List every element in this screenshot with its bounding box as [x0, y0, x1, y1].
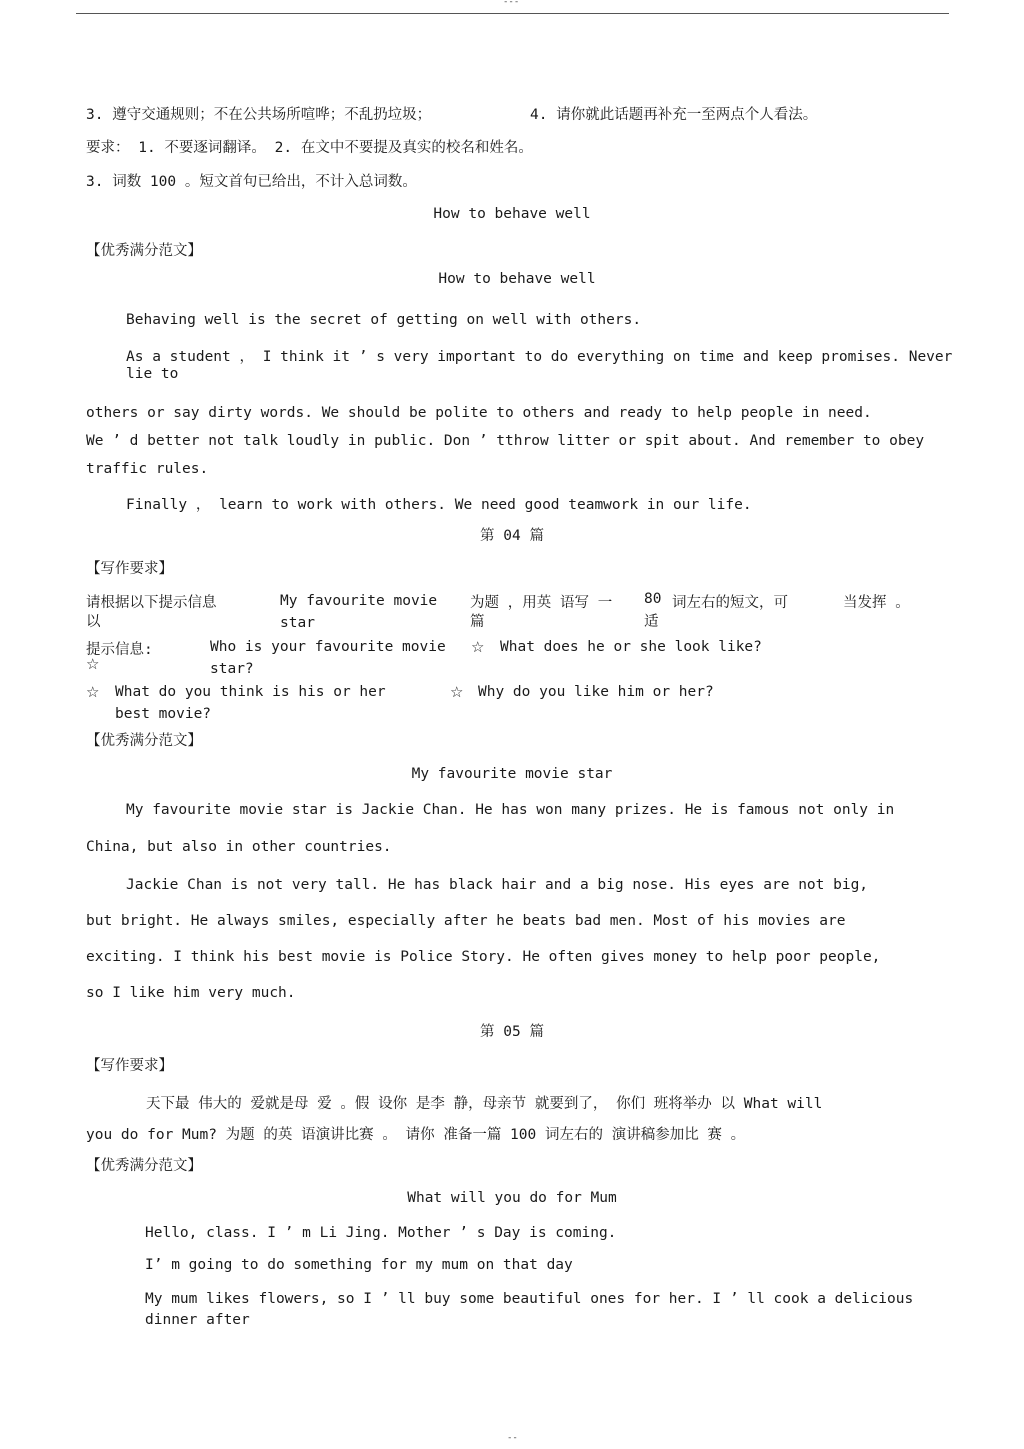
requirements-line: 要求： 1. 不要逐词翻译。 2. 在文中不要提及真实的校名和姓名。 [86, 140, 533, 156]
model-essay-label: 【优秀满分范文】 [86, 1158, 202, 1174]
hint-question: What does he or she look like? [500, 639, 762, 655]
star-icon: ☆ [450, 683, 464, 701]
requirement-line-4: 4. 请你就此话题再补充一至两点个人看法。 [530, 107, 818, 123]
model-essay-label: 【优秀满分范文】 [86, 733, 202, 749]
star-icon: ☆ [471, 638, 485, 656]
writing-requirement-label: 【写作要求】 [86, 1058, 173, 1074]
essay-paragraph: lie to [126, 366, 179, 382]
model-essay-title: How to behave well [438, 271, 596, 287]
star-icon: ☆ [86, 655, 100, 673]
word-count-line: 3. 词数 100 。短文首句已给出，不计入总词数。 [86, 174, 417, 190]
requirement-text: 词左右的短文，可 [672, 595, 788, 611]
essay-paragraph: My mum likes flowers, so I ’ ll buy some beautiful ones for her. I ’ ll cook a delicious [145, 1291, 914, 1307]
header-rule [76, 13, 949, 14]
essay-paragraph: As a student ， I think it ’ s very important to do everything on time and keep promises. Never [126, 349, 953, 365]
requirement-text: 天下最 伟大的 爱就是母 爱 。假 设你 是李 静，母亲节 就要到了， 你们 班将举办 以 What will [146, 1096, 823, 1112]
essay-paragraph: dinner after [145, 1312, 250, 1328]
section-heading: 第 04 篇 [480, 528, 544, 544]
model-essay-title: What will you do for Mum [407, 1190, 617, 1206]
header-mark: --- [503, 0, 520, 7]
essay-paragraph: Finally ， learn to work with others. We need good teamwork in our life. [126, 497, 752, 513]
essay-paragraph: exciting. I think his best movie is Police Story. He often gives money to help poor people, [86, 949, 881, 965]
essay-paragraph: China, but also in other countries. [86, 839, 392, 855]
requirement-text: 当发挥 。 [843, 595, 910, 611]
requirement-text: you do for Mum? 为题 的英 语演讲比赛 。 请你 准备一篇 100 词左右的 演讲稿参加比 赛 。 [86, 1127, 746, 1143]
essay-paragraph: others or say dirty words. We should be polite to others and ready to help people in need. [86, 405, 872, 421]
essay-paragraph: Jackie Chan is not very tall. He has black hair and a big nose. His eyes are not big, [126, 877, 869, 893]
requirement-text: 适 [644, 614, 659, 630]
essay-paragraph: so I like him very much. [86, 985, 296, 1001]
requirement-text: 以 [86, 614, 101, 630]
section-heading: 第 05 篇 [480, 1024, 544, 1040]
hint-question: Who is your favourite movie [210, 639, 446, 655]
requirement-text: 80 [644, 591, 662, 607]
star-icon: ☆ [86, 683, 100, 701]
hint-question: star? [210, 661, 254, 677]
writing-requirement-label: 【写作要求】 [86, 561, 173, 577]
essay-paragraph: traffic rules. [86, 461, 209, 477]
model-essay-label: 【优秀满分范文】 [86, 243, 202, 259]
model-essay-title: My favourite movie star [411, 766, 613, 782]
requirement-line-3: 3. 遵守交通规则；不在公共场所喧哗；不乱扔垃圾； [86, 107, 432, 123]
requirement-text: 篇 [470, 614, 485, 630]
hint-question: What do you think is his or her [115, 684, 386, 700]
requirement-text: 为题 ，用英 语写 一 [470, 595, 613, 611]
essay-paragraph: I’ m going to do something for my mum on that day [145, 1257, 573, 1273]
essay-title-prompt: How to behave well [433, 206, 591, 222]
hint-label: 提示信息: [86, 642, 153, 658]
essay-paragraph: We ’ d better not talk loudly in public. Don ’ tthrow litter or spit about. And remember to obey [86, 433, 925, 449]
requirement-text: My favourite movie [280, 593, 438, 609]
hint-question: best movie? [115, 706, 212, 722]
requirement-text: star [280, 615, 315, 631]
essay-paragraph: but bright. He always smiles, especially after he beats bad men. Most of his movies are [86, 913, 846, 929]
footer-mark: -- [507, 1433, 518, 1443]
essay-paragraph: My favourite movie star is Jackie Chan. He has won many prizes. He is famous not only in [126, 802, 895, 818]
essay-paragraph: Hello, class. I ’ m Li Jing. Mother ’ s Day is coming. [145, 1225, 617, 1241]
essay-paragraph: Behaving well is the secret of getting on well with others. [126, 312, 642, 328]
hint-question: Why do you like him or her? [478, 684, 714, 700]
requirement-text: 请根据以下提示信息 [86, 595, 217, 611]
